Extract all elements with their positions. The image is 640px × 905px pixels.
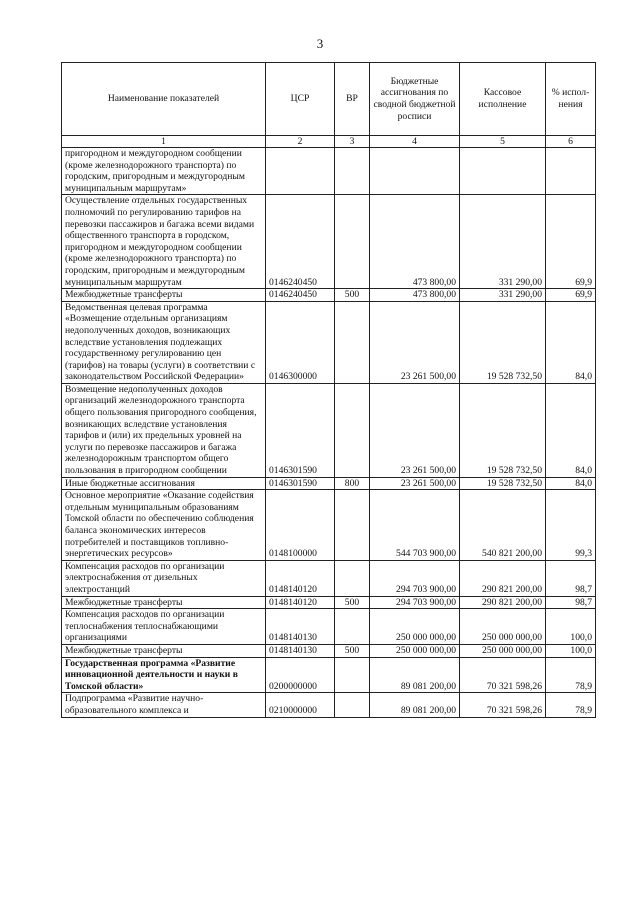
cell-pct: 69,9 — [546, 195, 596, 289]
cell-budget: 294 703 900,00 — [370, 560, 460, 596]
cell-budget: 294 703 900,00 — [370, 596, 460, 609]
cell-cash: 250 000 000,00 — [460, 644, 546, 657]
table-row — [62, 609, 596, 645]
cell-budget: 544 703 900,00 — [370, 490, 460, 561]
cell-cash: 70 321 598,26 — [460, 657, 546, 693]
cell-vr — [335, 609, 370, 645]
column-number: 3 — [335, 136, 370, 148]
cell-cash: 290 821 200,00 — [460, 560, 546, 596]
cell-vr — [335, 490, 370, 561]
column-number: 1 — [62, 136, 266, 148]
cell-cash: 19 528 732,50 — [460, 383, 546, 477]
cell-budget: 473 800,00 — [370, 195, 460, 289]
cell-vr — [335, 657, 370, 693]
cell-pct: 100,0 — [546, 644, 596, 657]
cell-csr: 0146240450 — [266, 289, 335, 302]
cell-cash: 331 290,00 — [460, 289, 546, 302]
cell-csr: 0146240450 — [266, 195, 335, 289]
table-row — [62, 657, 596, 693]
cell-budget: 23 261 500,00 — [370, 383, 460, 477]
cell-csr — [266, 148, 335, 195]
cell-cash: 290 821 200,00 — [460, 596, 546, 609]
cell-pct: 98,7 — [546, 560, 596, 596]
cell-budget: 89 081 200,00 — [370, 657, 460, 693]
table-row — [62, 289, 596, 302]
cell-name: Иные бюджетные ассигнования — [62, 477, 266, 490]
cell-pct: 98,7 — [546, 596, 596, 609]
cell-vr: 500 — [335, 596, 370, 609]
header-csr: ЦСР — [266, 63, 335, 136]
column-number: 4 — [370, 136, 460, 148]
header-budget: Бюджетные ассигнования по сводной бюджетной росписи — [370, 63, 460, 136]
cell-vr — [335, 195, 370, 289]
cell-vr: 500 — [335, 644, 370, 657]
cell-name: Государственная программа «Развитие инновационной деятельности и науки в Томской области» — [62, 657, 266, 693]
cell-name: Компенсация расходов по организации теплоснабжения теплоснабжающими организациями — [62, 609, 266, 645]
table-row — [62, 148, 596, 195]
page-number: 3 — [316, 36, 324, 51]
table-row — [62, 596, 596, 609]
cell-vr — [335, 301, 370, 383]
cell-cash: 540 821 200,00 — [460, 490, 546, 561]
cell-csr: 0210000000 — [266, 693, 335, 717]
cell-csr: 0146301590 — [266, 477, 335, 490]
cell-csr: 0148140120 — [266, 596, 335, 609]
cell-csr: 0148140120 — [266, 560, 335, 596]
cell-name: пригородном и междугородном сообщении (кроме железнодорожного транспорта) по городским, пригородным и междугородным муниципальным маршрутам» — [62, 148, 266, 195]
cell-budget: 473 800,00 — [370, 289, 460, 302]
cell-pct: 78,9 — [546, 693, 596, 717]
table-row — [62, 644, 596, 657]
cell-pct: 84,0 — [546, 301, 596, 383]
cell-budget — [370, 148, 460, 195]
cell-csr: 0146301590 — [266, 383, 335, 477]
cell-vr — [335, 560, 370, 596]
cell-vr: 500 — [335, 289, 370, 302]
header-pct: % испол-нения — [546, 63, 596, 136]
table-row — [62, 693, 596, 717]
cell-budget: 250 000 000,00 — [370, 644, 460, 657]
table-row — [62, 301, 596, 383]
cell-name: Ведомственная целевая программа «Возмещение отдельным организациям недополученных доходов, возникающих вследствие установления подлежащих государственному регулированию цен (тарифов) на товары (услуги) в соответствии с законодательством Российской Федерации» — [62, 301, 266, 383]
cell-pct: 100,0 — [546, 609, 596, 645]
cell-cash: 250 000 000,00 — [460, 609, 546, 645]
cell-name: Осуществление отдельных государственных полномочий по регулированию тарифов на перевозки пассажиров и багажа всеми видами общественного транспорта в городском, пригородном и междугородном сообщении (кроме железнодорожного транспорта) по городским, пригородным и междугородным муниципальным маршрутам — [62, 195, 266, 289]
cell-vr — [335, 693, 370, 717]
cell-budget: 23 261 500,00 — [370, 477, 460, 490]
cell-pct: 78,9 — [546, 657, 596, 693]
cell-name: Межбюджетные трансферты — [62, 644, 266, 657]
cell-pct: 84,0 — [546, 477, 596, 490]
cell-name: Подпрограмма «Развитие научно-образовательного комплекса и — [62, 693, 266, 717]
cell-budget: 23 261 500,00 — [370, 301, 460, 383]
header-cash: Кассовое исполнение — [460, 63, 546, 136]
cell-pct — [546, 148, 596, 195]
column-number: 2 — [266, 136, 335, 148]
cell-name: Межбюджетные трансферты — [62, 596, 266, 609]
cell-vr: 800 — [335, 477, 370, 490]
table-row — [62, 195, 596, 289]
cell-name: Компенсация расходов по организации электроснабжения от дизельных электростанций — [62, 560, 266, 596]
table-row — [62, 560, 596, 596]
cell-cash: 19 528 732,50 — [460, 477, 546, 490]
cell-pct: 69,9 — [546, 289, 596, 302]
cell-budget: 250 000 000,00 — [370, 609, 460, 645]
table-row — [62, 383, 596, 477]
header-name: Наименование показателей — [62, 63, 266, 136]
cell-cash: 331 290,00 — [460, 195, 546, 289]
column-number: 6 — [546, 136, 596, 148]
header-vr: ВР — [335, 63, 370, 136]
cell-vr — [335, 383, 370, 477]
table-header-row — [62, 63, 596, 136]
cell-budget: 89 081 200,00 — [370, 693, 460, 717]
cell-pct: 99,3 — [546, 490, 596, 561]
cell-cash: 19 528 732,50 — [460, 301, 546, 383]
cell-csr: 0146300000 — [266, 301, 335, 383]
cell-csr: 0148140130 — [266, 609, 335, 645]
cell-csr: 0148100000 — [266, 490, 335, 561]
cell-csr: 0148140130 — [266, 644, 335, 657]
cell-name: Основное мероприятие «Оказание содействия отдельным муниципальным образованиям Томской области по обеспечению соблюдения баланса экономических интересов потребителей и поставщиков топливно-энергетических ресурсов» — [62, 490, 266, 561]
table-row — [62, 490, 596, 561]
cell-cash — [460, 148, 546, 195]
cell-cash: 70 321 598,26 — [460, 693, 546, 717]
column-number: 5 — [460, 136, 546, 148]
budget-execution-table — [61, 62, 596, 718]
cell-vr — [335, 148, 370, 195]
cell-pct: 84,0 — [546, 383, 596, 477]
column-number-row — [62, 136, 596, 148]
table-row — [62, 477, 596, 490]
cell-name: Возмещение недополученных доходов организаций железнодорожного транспорта общего пользования пригородного сообщения, возникающих вследствие установления тарифов и (или) их предельных уровней на услуги по перевозке пассажиров и багажа железнодорожным транспортом общего пользования в пригородном сообщении — [62, 383, 266, 477]
cell-name: Межбюджетные трансферты — [62, 289, 266, 302]
cell-csr: 0200000000 — [266, 657, 335, 693]
